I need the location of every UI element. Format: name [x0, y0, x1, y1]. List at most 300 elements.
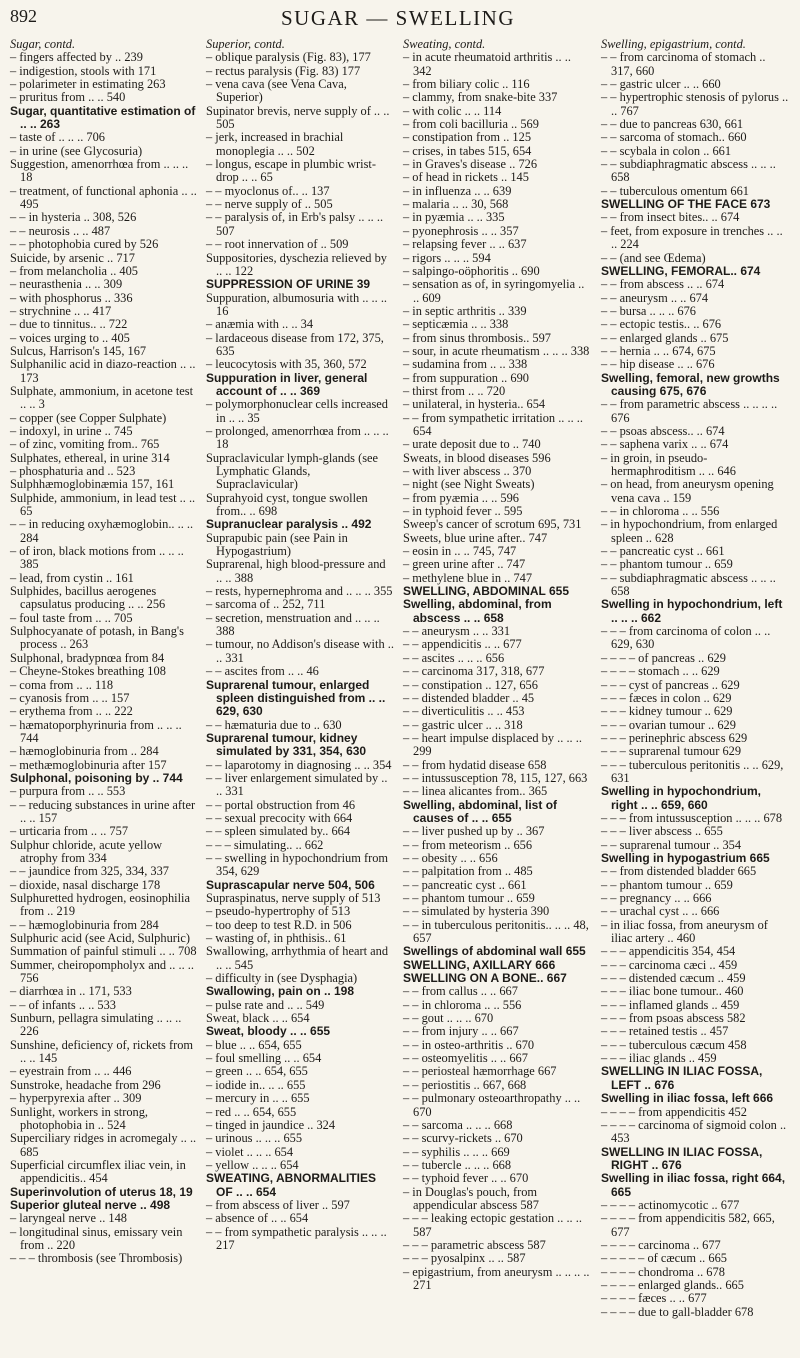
- index-entry: – – phantom tumour .. 659: [403, 891, 535, 905]
- index-entry: – in urine (see Glycosuria): [10, 143, 143, 158]
- index-entry: – green urine after .. 747: [403, 557, 526, 572]
- index-entry: – – aneurysm .. .. 674: [601, 290, 709, 305]
- index-entry: – – osteomyelitis .. .. 667: [403, 1051, 528, 1066]
- index-heading: SWELLING IN ILIAC FOSSA, LEFT .. 676: [601, 1064, 763, 1092]
- index-entry: Supraspinatus, nerve supply of 513: [206, 891, 381, 905]
- index-entry: – rests, hypernephroma and .. .. .. 355: [206, 584, 393, 599]
- index-entry: – septicæmia .. .. 338: [403, 317, 509, 332]
- index-entry: – – simulated by hysteria 390: [403, 904, 550, 919]
- index-entry: – urticaria from .. .. 757: [10, 824, 129, 839]
- index-entry: – – – – – of cæcum .. 665: [601, 1251, 727, 1266]
- index-entry: – leucocytosis with 35, 360, 572: [206, 357, 367, 372]
- index-entry: – – (and see Œdema): [601, 250, 706, 265]
- index-entry: – in groin, in pseudo-hermaphroditism .. .. 646: [601, 450, 736, 478]
- index-heading: Suprarenal tumour, kidney simulated by 331, 354, 630: [206, 730, 367, 759]
- index-column-1: [10, 38, 198, 1266]
- index-entry: – hyperpyrexia after .. 309: [10, 1091, 142, 1106]
- index-entry: – sarcoma of .. 252, 711: [206, 597, 326, 612]
- index-entry: – – – retained testis .. 457: [601, 1024, 729, 1039]
- index-entry: – violet .. .. .. 654: [206, 1144, 294, 1159]
- index-entry: – – gout .. .. .. 670: [403, 1011, 494, 1026]
- index-entry: Summer, cheiropompholyx and .. .. .. 756: [10, 957, 194, 986]
- index-entry: Sulphuric acid (see Acid, Sulphuric): [10, 931, 190, 946]
- index-heading: Swelling in hypochondrium, left .. .. .. 662: [601, 597, 783, 625]
- index-entry: – – pancreatic cyst .. 661: [403, 877, 527, 892]
- index-entry: – – in chloroma .. .. 556: [601, 504, 720, 519]
- index-entry: – coma from .. .. 118: [10, 677, 114, 692]
- index-entry: – – – ovarian tumour .. 629: [601, 717, 736, 732]
- index-heading: Suprascapular nerve 504, 506: [206, 877, 375, 892]
- index-entry: Sulphanilic acid in diazo-reaction .. .. 173: [10, 357, 196, 385]
- index-entry: – in Douglas's pouch, from appendicular abscess 587: [403, 1184, 539, 1212]
- index-entry: – – – perinephric abscess 629: [601, 730, 748, 745]
- index-column-2: [206, 38, 394, 1252]
- index-entry: – – from parametric abscess .. .. .. .. 676: [601, 397, 778, 425]
- index-entry: – with liver abscess .. 370: [403, 464, 532, 478]
- index-entry: – hæmatoporphyrinuria from .. .. .. 744: [10, 717, 182, 745]
- index-entry: – – scybala in colon .. 661: [601, 143, 732, 158]
- page-header: [10, 6, 786, 28]
- index-entry: – – carcinoma 317, 318, 677: [403, 664, 545, 679]
- index-entry: – diarrhœa in .. 171, 533: [10, 984, 132, 999]
- index-entry: Sweat, black .. .. 654: [206, 1011, 310, 1026]
- index-entry: – – from injury .. .. 667: [403, 1024, 519, 1039]
- index-entry: – – psoas abscess.. .. 674: [601, 423, 725, 438]
- index-entry: – from abscess of liver .. 597: [206, 1197, 350, 1212]
- index-entry: Superciliary ridges in acromegaly .. .. 685: [10, 1131, 197, 1159]
- index-entry: – – from meteorism .. 656: [403, 837, 533, 852]
- index-entry: – – from carcinoma of stomach .. 317, 660: [601, 50, 766, 78]
- index-entry: Suicide, by arsenic .. 717: [10, 250, 135, 265]
- index-entry: – – obesity .. .. 656: [403, 850, 498, 865]
- index-entry: – pulse rate and .. .. 549: [206, 997, 325, 1012]
- index-entry: – – hip disease .. .. 676: [601, 357, 715, 372]
- index-entry: – – periostitis .. 667, 668: [403, 1077, 527, 1092]
- index-entry: – secretion, menstruation and .. .. .. 388: [206, 610, 380, 639]
- index-entry: – indoxyl, in urine .. 745: [10, 423, 133, 438]
- index-entry: Sunburn, pellagra simulating .. .. .. 226: [10, 1011, 182, 1039]
- index-entry: – – – – from appendicitis 582, 665, 677: [601, 1211, 775, 1239]
- index-entry: – – sarcoma of stomach.. 660: [601, 130, 747, 145]
- index-entry: – – photophobia cured by 526: [10, 237, 159, 252]
- index-entry: – methylene blue in .. 747: [403, 570, 533, 585]
- index-entry: – of zinc, vomiting from.. 765: [10, 437, 160, 452]
- index-entry: Swallowing, arrhythmia of heart and .. .. 545: [206, 944, 389, 972]
- index-entry: – laryngeal nerve .. 148: [10, 1211, 127, 1226]
- index-entry: – – paralysis of, in Erb's palsy .. .. .. 507: [206, 210, 384, 238]
- index-entry: – – neurosis .. .. 487: [10, 223, 111, 238]
- index-entry: – – enlarged glands .. 675: [601, 330, 729, 345]
- index-entry: – of head in rickets .. 145: [403, 170, 529, 185]
- index-entry: – – – – stomach .. .. 629: [601, 664, 720, 679]
- index-entry: – – – – chondroma .. 678: [601, 1264, 725, 1279]
- index-entry: – sour, in acute rheumatism .. .. .. 338: [403, 343, 590, 358]
- index-entry: – with colic .. .. 114: [403, 103, 502, 118]
- index-entry: – eosin in .. .. 745, 747: [403, 544, 517, 559]
- index-entry: – malaria .. .. 30, 568: [403, 197, 509, 212]
- index-entry: – in Graves's disease .. 726: [403, 157, 538, 172]
- index-entry: – – intussusception 78, 115, 127, 663: [403, 770, 588, 785]
- index-entry: – cyanosis from .. .. 157: [10, 690, 130, 705]
- index-entry: – foul smelling .. .. 654: [206, 1051, 322, 1066]
- index-entry: Sulphates, ethereal, in urine 314: [10, 450, 170, 465]
- index-entry: Sulphur chloride, acute yellow atrophy from 334: [10, 837, 163, 865]
- index-entry: – – subdiaphragmatic abscess .. .. .. 658: [601, 157, 776, 185]
- index-entry: – – palpitation from .. 485: [403, 864, 533, 879]
- index-entry: – jerk, increased in brachial monoplegia .. .. 502: [206, 130, 344, 158]
- index-entry: Sweats, in blood diseases 596: [403, 450, 551, 465]
- index-entry: – in pyæmia .. .. 335: [403, 210, 505, 225]
- index-entry: – – – – actinomycotic .. 677: [601, 1197, 740, 1212]
- index-entry: Sweating, contd.: [403, 37, 486, 51]
- index-entry: – – – pyosalpinx .. .. 587: [403, 1251, 526, 1266]
- index-entry: – dioxide, nasal discharge 178: [10, 877, 161, 892]
- index-entry: – – appendicitis .. .. 677: [403, 637, 522, 652]
- index-entry: – – – tuberculous cæcum 458: [601, 1037, 747, 1052]
- index-heading: Supranuclear paralysis .. 492: [206, 517, 372, 532]
- index-heading: Swelling, abdominal, from abscess .. .. 658: [403, 597, 552, 625]
- index-entry: – feet, from exposure in trenches .. .. .. 224: [601, 223, 783, 252]
- index-entry: Suprarenal, high blood-pressure and .. .. 388: [206, 557, 386, 585]
- index-entry: – – distended bladder .. 45: [403, 690, 535, 705]
- index-entry: – – – – carcinoma of sigmoid colon .. 453: [601, 1117, 787, 1146]
- index-heading: Sweat, bloody .. .. 655: [206, 1024, 331, 1039]
- index-entry: – – jaundice from 325, 334, 337: [10, 864, 169, 879]
- index-entry: – indigestion, stools with 171: [10, 63, 157, 78]
- index-entry: Sulphide, ammonium, in lead test .. .. 65: [10, 490, 196, 519]
- index-entry: – – laparotomy in diagnosing .. .. 354: [206, 757, 392, 772]
- index-entry: – blue .. .. 654, 655: [206, 1037, 302, 1052]
- index-entry: – – aneurysm .. .. 331: [403, 624, 511, 639]
- index-entry: – green .. .. 654, 655: [206, 1064, 308, 1079]
- index-entry: – urate deposit due to .. 740: [403, 437, 541, 452]
- index-entry: – treatment, of functional aphonia .. .. 495: [10, 183, 197, 212]
- index-heading: SWELLING OF THE FACE 673: [601, 197, 771, 212]
- index-entry: Sulphhæmoglobinæmia 157, 161: [10, 477, 175, 492]
- index-heading: SUPPRESSION OF URINE 39: [206, 277, 371, 292]
- index-entry: – – liver enlargement simulated by .. .. 331: [206, 770, 388, 799]
- index-entry: – – – leaking ectopic gestation .. .. .. 587: [403, 1211, 582, 1239]
- index-entry: – – due to pancreas 630, 661: [601, 117, 744, 132]
- index-entry: – from biliary colic .. 116: [403, 77, 530, 92]
- index-entry: – in typhoid fever .. 595: [403, 504, 523, 519]
- index-heading: Sugar, quantitative estimation of .. .. 263: [10, 103, 196, 132]
- index-entry: – in iliac fossa, from aneurysm of iliac artery .. 460: [601, 917, 768, 946]
- index-entry: – constipation from .. 125: [403, 130, 532, 145]
- index-entry: Sunstroke, headache from 296: [10, 1077, 161, 1092]
- index-entry: – – syphilis .. .. .. 669: [403, 1144, 510, 1159]
- index-entry: Sulcus, Harrison's 145, 167: [10, 343, 147, 358]
- index-entry: – – in chloroma .. .. 556: [403, 997, 522, 1012]
- index-heading: Swelling in hypogastrium 665: [601, 850, 770, 865]
- index-entry: – in influenza .. .. 639: [403, 183, 512, 198]
- index-entry: – – of infants .. .. 533: [10, 997, 116, 1012]
- index-entry: – in hypochondrium, from enlarged spleen .. 628: [601, 517, 778, 545]
- index-entry: Sweep's cancer of scrotum 695, 731: [403, 517, 582, 532]
- index-entry: – polymorphonuclear cells increased in .. .. 35: [206, 397, 389, 425]
- index-heading: SWELLING, AXILLARY 666: [403, 957, 556, 972]
- index-entry: – – subdiaphragmatic abscess .. .. .. 658: [601, 570, 776, 599]
- index-heading: Sulphonal, poisoning by .. 744: [10, 770, 183, 785]
- index-entry: – epigastrium, from aneurysm .. .. .. .. 271: [403, 1264, 590, 1292]
- index-entry: – – sexual precocity with 664: [206, 810, 353, 825]
- index-entry: Superficial circumflex iliac vein, in appendicitis.. 454: [10, 1157, 186, 1186]
- index-entry: – – diverticulitis .. .. 453: [403, 704, 525, 719]
- index-entry: – in acute rheumatoid arthritis .. .. 342: [403, 50, 571, 78]
- index-entry: – tumour, no Addison's disease with .. .. 331: [206, 637, 394, 665]
- index-entry: – purpura from .. .. 553: [10, 784, 126, 799]
- index-entry: – – liver pushed up by .. 367: [403, 824, 545, 839]
- index-entry: – from sinus thrombosis.. 597: [403, 330, 552, 345]
- index-entry: – voices urging to .. 405: [10, 330, 130, 345]
- index-heading: SWELLING IN ILIAC FOSSA, RIGHT .. 676: [601, 1144, 763, 1172]
- index-entry: – absence of .. .. 654: [206, 1211, 309, 1226]
- index-entry: – sudamina from .. .. 338: [403, 357, 528, 372]
- index-entry: – night (see Night Sweats): [403, 477, 535, 492]
- index-heading: Swelling in iliac fossa, left 666: [601, 1091, 774, 1106]
- index-entry: – – hernia .. .. 674, 675: [601, 343, 716, 358]
- index-entry: – – – iliac bone tumour.. 460: [601, 984, 744, 999]
- index-entry: Supinator brevis, nerve supply of .. .. 505: [206, 103, 390, 132]
- index-entry: – longus, escape in plumbic wrist-drop .. .. 65: [206, 157, 376, 185]
- index-entry: – – – liver abscess .. 655: [601, 824, 723, 839]
- index-entry: – – – iliac glands .. 459: [601, 1051, 717, 1066]
- index-entry: – foul taste from .. .. 705: [10, 610, 133, 625]
- index-heading: Superior gluteal nerve .. 498: [10, 1197, 171, 1212]
- index-entry: Superior, contd.: [206, 37, 285, 51]
- index-entry: – lardaceous disease from 172, 375, 635: [206, 330, 384, 358]
- index-entry: – polarimeter in estimating 263: [10, 77, 166, 92]
- index-entry: – – urachal cyst .. .. 666: [601, 904, 720, 919]
- index-entry: – – – – from appendicitis 452: [601, 1104, 747, 1119]
- index-entry: Sulphate, ammonium, in acetone test .. .. 3: [10, 383, 194, 412]
- index-heading: Swelling in iliac fossa, right 664, 665: [601, 1171, 786, 1199]
- index-entry: – pseudo-hypertrophy of 513: [206, 904, 351, 919]
- index-entry: – – – carcinoma cæci .. 459: [601, 957, 738, 972]
- index-entry: – pyonephrosis .. .. 357: [403, 223, 519, 238]
- index-entry: – methæmoglobinuria after 157: [10, 757, 167, 772]
- index-entry: – – from distended bladder 665: [601, 864, 757, 879]
- index-entry: – – – – due to gall-bladder 678: [601, 1304, 754, 1319]
- index-entry: – – – inflamed glands .. 459: [601, 997, 740, 1012]
- index-entry: – from coli bacilluria .. 569: [403, 117, 539, 132]
- index-entry: – iodide in.. .. .. 655: [206, 1077, 306, 1092]
- index-entry: – oblique paralysis (Fig. 83), 177: [206, 50, 371, 65]
- index-entry: – – in hysteria .. 308, 526: [10, 210, 137, 225]
- index-entry: – – nerve supply of .. 505: [206, 197, 333, 212]
- index-entry: – Cheyne-Stokes breathing 108: [10, 664, 166, 679]
- index-entry: – urinous .. .. .. 655: [206, 1131, 303, 1146]
- index-entry: – – from sympathetic irritation .. .. .. 654: [403, 410, 583, 438]
- index-entry: – in septic arthritis .. 339: [403, 303, 527, 318]
- index-entry: – – – – of pancreas .. 629: [601, 650, 726, 665]
- index-entry: – pruritus from .. .. 540: [10, 90, 126, 105]
- index-entry: – mercury in .. .. 655: [206, 1091, 310, 1106]
- index-entry: – hæmoglobinuria from .. 284: [10, 744, 159, 759]
- index-entry: – clammy, from snake-bite 337: [403, 90, 558, 105]
- index-entry: – – – kidney tumour .. 629: [601, 704, 733, 719]
- index-heading: Suppuration in liver, general account of .. .. 369: [206, 370, 368, 398]
- index-entry: – longitudinal sinus, emissary vein from .. 220: [10, 1224, 183, 1252]
- index-entry: – – root innervation of .. 509: [206, 237, 349, 252]
- index-entry: – – – suprarenal tumour 629: [601, 744, 742, 759]
- index-entry: Suprapubic pain (see Pain in Hypogastrium): [206, 530, 348, 559]
- index-entry: – – scurvy-rickets .. 670: [403, 1131, 523, 1146]
- index-entry: – – in osteo-arthritis .. 670: [403, 1037, 535, 1052]
- index-entry: – – hæmaturia due to .. 630: [206, 717, 342, 732]
- index-entry: – – from sympathetic paralysis .. .. .. 217: [206, 1224, 387, 1252]
- index-entry: – – gastric ulcer .. .. 318: [403, 717, 523, 732]
- index-entry: – – reducing substances in urine after .. .. 157: [10, 797, 196, 825]
- index-entry: Sulphocyanate of potash, in Bang's process .. 263: [10, 624, 184, 652]
- index-entry: – salpingo-oöphoritis .. 690: [403, 263, 540, 278]
- index-entry: – – phantom tumour .. 659: [601, 877, 733, 892]
- index-entry: – – ectopic testis.. .. 676: [601, 317, 722, 332]
- index-entry: – – in reducing oxyhæmoglobin.. .. .. 284: [10, 517, 194, 545]
- index-entry: – – pancreatic cyst .. 661: [601, 544, 725, 559]
- index-entry: – – pregnancy .. .. 666: [601, 891, 712, 905]
- index-entry: – – suprarenal tumour .. 354: [601, 837, 742, 852]
- index-entry: – – pulmonary osteoarthropathy .. .. 670: [403, 1091, 581, 1119]
- index-entry: – copper (see Copper Sulphate): [10, 410, 167, 425]
- index-entry: – – – thrombosis (see Thrombosis): [10, 1251, 183, 1266]
- index-entry: – neurasthenia .. .. 309: [10, 277, 123, 292]
- index-entry: – red .. .. 654, 655: [206, 1104, 297, 1119]
- index-entry: – – phantom tumour .. 659: [601, 557, 733, 572]
- index-entry: – – hypertrophic stenosis of pylorus .. .. 767: [601, 90, 789, 118]
- index-entry: – prolonged, amenorrhœa from .. .. .. 18: [206, 423, 389, 452]
- index-entry: Sulphides, bacillus aerogenes capsulatus producing .. .. 256: [10, 584, 166, 612]
- index-entry: – – – from carcinoma of colon .. .. 629, 630: [601, 624, 771, 652]
- index-entry: Summation of painful stimuli .. .. 708: [10, 944, 197, 959]
- running-head: SUGAR — SWELLING: [281, 6, 515, 30]
- index-heading: Suprarenal tumour, enlarged spleen distinguished from .. .. 629, 630: [206, 677, 386, 719]
- index-entry: Sunshine, deficiency of, rickets from .. .. 145: [10, 1037, 194, 1066]
- index-entry: – taste of .. .. .. 706: [10, 130, 105, 145]
- index-entry: – difficulty in (see Dysphagia): [206, 971, 358, 986]
- index-entry: – – tubercle .. .. .. 668: [403, 1157, 512, 1172]
- index-entry: – phosphaturia and .. 523: [10, 464, 136, 478]
- index-entry: Sugar, contd.: [10, 37, 76, 51]
- index-entry: – – in tuberculous peritonitis.. .. .. 48, 657: [403, 917, 589, 946]
- index-heading: SWELLING, FEMORAL.. 674: [601, 263, 761, 278]
- index-heading: Swellings of abdominal wall 655: [403, 944, 586, 959]
- index-entry: – rigors .. .. .. 594: [403, 250, 491, 265]
- index-entry: Supraclavicular lymph-glands (see Lymphatic Glands, Supraclavicular): [206, 450, 379, 492]
- index-entry: – due to tinnitus.. .. 722: [10, 317, 128, 332]
- index-entry: – eyestrain from .. .. 446: [10, 1064, 132, 1079]
- index-entry: Sulphonal, bradypnœa from 84: [10, 650, 165, 665]
- index-entry: – unilateral, in hysteria.. 654: [403, 397, 546, 412]
- index-entry: – – portal obstruction from 46: [206, 797, 356, 812]
- index-entry: – sensation as of, in syringomyelia .. .. 609: [403, 277, 585, 305]
- index-entry: – from pyæmia .. .. 596: [403, 490, 519, 505]
- index-entry: – strychnine .. .. 417: [10, 303, 112, 318]
- index-entry: Suprahyoid cyst, tongue swollen from.. .. 698: [206, 490, 368, 519]
- index-entry: – – from hydatid disease 658: [403, 757, 547, 772]
- index-entry: – – hæmoglobinuria from 284: [10, 917, 159, 932]
- index-entry: – – – – carcinoma .. 677: [601, 1237, 721, 1252]
- index-entry: – – tuberculous omentum 661: [601, 183, 749, 198]
- index-entry: – anæmia with .. .. 34: [206, 317, 314, 332]
- index-entry: – – saphena varix .. .. 674: [601, 437, 729, 452]
- index-heading: Swelling in hypochondrium, right .. .. 659, 660: [601, 784, 762, 812]
- index-entry: – rectus paralysis (Fig. 83) 177: [206, 63, 361, 78]
- index-entry: – crises, in tabes 515, 654: [403, 143, 532, 158]
- index-entry: – – – from psoas abscess 582: [601, 1011, 746, 1026]
- index-entry: – – myoclonus of.. .. 137: [206, 183, 330, 198]
- index-entry: – – bursa .. .. .. 676: [601, 303, 696, 318]
- index-entry: – – gastric ulcer .. .. 660: [601, 77, 721, 92]
- index-entry: – – from insect bites.. .. 674: [601, 210, 740, 225]
- index-entry: – – – from intussusception .. .. .. 678: [601, 810, 783, 825]
- index-entry: – lead, from cystin .. 161: [10, 570, 134, 585]
- index-entry: Swelling, epigastrium, contd.: [601, 37, 746, 51]
- index-heading: SWELLING ON A BONE.. 667: [403, 971, 567, 986]
- index-entry: – yellow .. .. .. 654: [206, 1157, 299, 1172]
- index-entry: – – from callus .. .. 667: [403, 984, 518, 999]
- index-entry: – – – tuberculous peritonitis .. .. 629, 631: [601, 757, 784, 785]
- index-entry: – on head, from aneurysm opening vena cava .. 159: [601, 477, 774, 505]
- index-entry: – – heart impulse displaced by .. .. .. 299: [403, 730, 582, 759]
- index-heading: SWEATING, ABNORMALITIES OF .. .. 654: [206, 1171, 376, 1199]
- index-entry: – – sarcoma .. .. .. 668: [403, 1117, 513, 1132]
- index-entry: – – – simulating.. .. 662: [206, 837, 324, 852]
- index-heading: Superinvolution of uterus 18, 19: [10, 1184, 193, 1199]
- index-entry: – too deep to test R.D. in 506: [206, 917, 352, 932]
- index-heading: SWELLING, ABDOMINAL 655: [403, 584, 570, 599]
- index-entry: – – – – enlarged glands.. 665: [601, 1277, 744, 1292]
- index-entry: – vena cava (see Vena Cava, Superior): [206, 77, 347, 105]
- index-entry: – fingers affected by .. 239: [10, 50, 143, 65]
- index-entry: – – from abscess .. .. 674: [601, 277, 725, 292]
- index-entry: – wasting of, in phthisis.. 61: [206, 931, 347, 946]
- index-entry: – – ascites .. .. .. 656: [403, 650, 505, 665]
- index-entry: Sulphuretted hydrogen, eosinophilia from .. 219: [10, 891, 190, 919]
- index-entry: Sunlight, workers in strong, photophobia in .. 524: [10, 1104, 149, 1132]
- index-heading: Swallowing, pain on .. 198: [206, 984, 355, 999]
- index-entry: – – – fæces in colon .. 629: [601, 690, 732, 705]
- index-entry: – – constipation .. 127, 656: [403, 677, 538, 692]
- index-entry: – tinged in jaundice .. 324: [206, 1117, 336, 1132]
- index-entry: – with phosphorus .. 336: [10, 290, 133, 305]
- index-entry: – – – parametric abscess 587: [403, 1237, 546, 1252]
- index-entry: – relapsing fever .. .. 637: [403, 237, 527, 252]
- index-entry: Suppositories, dyschezia relieved by .. .. 122: [206, 250, 387, 278]
- index-entry: – from melancholia .. 405: [10, 263, 139, 278]
- index-heading: Swelling, femoral, new growths causing 675, 676: [601, 370, 780, 398]
- index-entry: – – ascites from .. .. 46: [206, 664, 319, 679]
- index-entry: – thirst from .. .. 720: [403, 383, 506, 398]
- index-entry: – of iron, black motions from .. .. .. 385: [10, 544, 184, 572]
- index-entry: – – swelling in hypochondrium from 354, 629: [206, 850, 389, 879]
- index-entry: – – spleen simulated by.. 664: [206, 824, 351, 839]
- index-entry: Sweets, blue urine after.. 747: [403, 530, 548, 545]
- index-heading: Swelling, abdominal, list of causes of .. .. 655: [403, 797, 558, 825]
- page-number: 892: [10, 6, 37, 26]
- index-entry: Suppuration, albumosuria with .. .. .. 16: [206, 290, 388, 318]
- index-entry: – – – appendicitis 354, 454: [601, 944, 736, 959]
- index-entry: – – – cyst of pancreas .. 629: [601, 677, 740, 692]
- index-entry: – – linea alicantes from.. 365: [403, 784, 548, 799]
- index-entry: – – – – fæces .. .. 677: [601, 1291, 707, 1306]
- index-entry: – – periosteal hæmorrhage 667: [403, 1064, 557, 1079]
- index-entry: Suggestion, amenorrhœa from .. .. .. 18: [10, 157, 189, 185]
- index-entry: – erythema from .. .. 222: [10, 704, 133, 719]
- index-column-3: [403, 38, 591, 1292]
- index-entry: – – typhoid fever .. .. 670: [403, 1171, 529, 1186]
- index-column-4: [601, 38, 789, 1319]
